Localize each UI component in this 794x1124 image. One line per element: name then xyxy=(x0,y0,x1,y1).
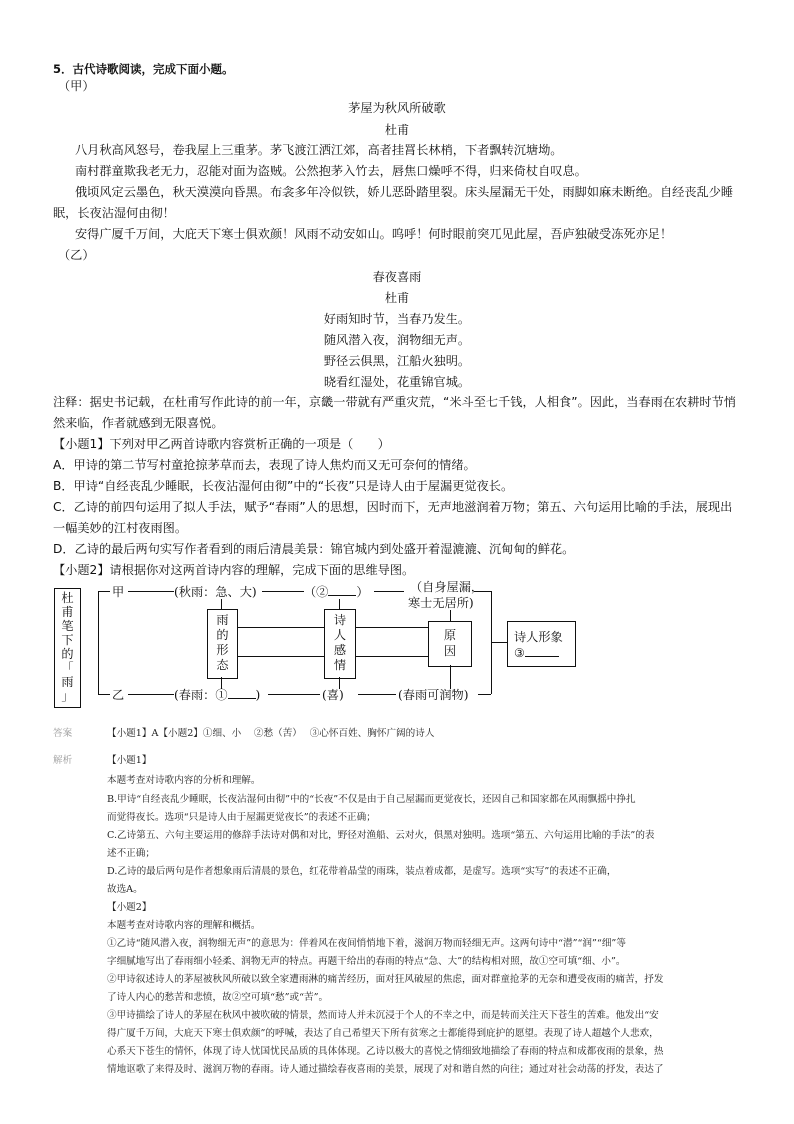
answer-label: 答案 xyxy=(53,728,73,739)
poem-a-line: 安得广厦千万间，大庇天下寒士俱欢颜！风雨不动安如山。呜呼！何时眼前突兀见此屋，吾庐独破受冻死亦足！ xyxy=(75,227,673,241)
poem-a-line: 眠，长夜沾湿何由彻！ xyxy=(53,206,175,220)
q1-stem: 【小题1】下列对甲乙两首诗歌内容赏析正确的一项是（ ） xyxy=(53,437,390,451)
poem-b-line: 随风潜入夜，润物细无声。 xyxy=(323,333,471,347)
connector xyxy=(128,694,174,695)
q1-option-a: A．甲诗的第二节写村童抢掠茅草而去，表现了诗人焦灼而又无可奈何的情绪。 xyxy=(53,458,476,472)
bracket-line xyxy=(98,591,99,694)
analysis-line: 了诗人内心的愁苦和悲愤，故②空可填“愁”或“苦”。 xyxy=(107,992,329,1003)
q2-stem: 【小题2】请根据你对这两首诗内容的理解，完成下面的思维导图。 xyxy=(53,563,415,577)
poem-b-title: 春夜喜雨 xyxy=(372,270,422,284)
poem-a-title: 茅屋为秋风所破歌 xyxy=(348,101,446,115)
part-b-label: （乙） xyxy=(58,248,95,262)
box-rain-form: 雨 的 形 态 xyxy=(207,609,238,679)
analysis-line: 本题考查对诗歌内容的理解和概括。 xyxy=(107,920,261,931)
analysis-line: 得广厦千万间，大庇天下寒士俱欢颜”的呼喊，表达了自己希望天下所有贫寒之士都能得到庇护的愿望。表现了诗人超越个人悲欢， xyxy=(107,1028,659,1039)
self-house-label: （自身屋漏， xyxy=(410,580,484,594)
connector xyxy=(237,627,324,628)
connector xyxy=(491,642,507,643)
poem-b-line: 野径云俱黑，江船火独明。 xyxy=(323,354,471,368)
analysis-line: 心系天下苍生的情怀，体现了诗人忧国忧民品质的具体体现。乙诗以极大的喜悦之情细致地描绘了春雨的特点和成都夜雨的景象，热 xyxy=(107,1046,664,1057)
connector xyxy=(355,656,428,657)
cold-scholars-label: 寒士无居所) xyxy=(408,596,474,610)
connector xyxy=(358,694,396,695)
poem-b-line: 好雨知时节，当春乃发生。 xyxy=(323,312,471,326)
connector xyxy=(262,591,304,592)
note-line: 注释：据史书记载，在杜甫写作此诗的前一年，京畿一带就有严重灾荒，“米斗至七千钱，人相食”。因此，当春雨在农耕时节悄 xyxy=(53,395,736,409)
box-poet-feeling: 诗 人 感 情 xyxy=(324,609,356,679)
bracket-bottom xyxy=(98,694,110,695)
poem-b-author: 杜甫 xyxy=(384,291,410,305)
analysis-line: 而觉得夜长。选项“只是诗人由于屋漏更觉夜长”的表述不正确； xyxy=(107,812,376,823)
analysis-line: ①乙诗“随风潜入夜，润物细无声”的意思为：伴着风在夜间悄悄地下着，滋润万物而轻细无声。这两句诗中“潜”“润”“细”等 xyxy=(107,938,626,949)
jia-label: 甲 xyxy=(112,585,125,599)
q1-option-c: C．乙诗的前四句运用了拟人手法，赋予“春雨”人的思想，因时而下，无声地滋润着万物；第五、六句运用比喻的手法，展现出 xyxy=(53,500,733,514)
analysis-line: 述不正确； xyxy=(107,848,155,859)
connector xyxy=(128,591,174,592)
analysis-line: ②甲诗叙述诗人的茅屋被秋风所破以致全家遭雨淋的痛苦经历，面对狂风破屋的焦虑，面对群童抢茅的无奈和遭受夜雨的痛苦，抒发 xyxy=(107,974,664,985)
q1-option-c-cont: 一幅美妙的江村夜雨图。 xyxy=(53,521,188,535)
answer-text: 【小题1】A【小题2】①细、小 ②愁（苦） ③心怀百姓、胸怀广阔的诗人 xyxy=(107,728,435,739)
left-label-box xyxy=(54,588,81,708)
part-a-label: （甲） xyxy=(58,79,95,93)
connector xyxy=(237,656,324,657)
analysis-line: 本题考查对诗歌内容的分析和理解。 xyxy=(107,775,261,786)
poem-a-line: 八月秋高风怒号，卷我屋上三重茅。茅飞渡江洒江郊，高者挂罥长林梢，下者飘转沉塘坳。 xyxy=(75,143,563,157)
yi-label: 乙 xyxy=(112,688,125,702)
spring-nourish-label: (春雨可润物) xyxy=(398,688,469,702)
blank-2: （② ） xyxy=(304,585,369,599)
connector xyxy=(474,591,491,592)
analysis-line: 【小题1】 xyxy=(107,755,152,766)
connector xyxy=(374,591,404,592)
analysis-line: 情地讴歌了来得及时、滋润万物的春雨。诗人通过描绘春夜喜雨的美景，展现了对和谐自然的向往；通过对社会动荡的抒发，表达了 xyxy=(107,1064,664,1075)
joy-label: (喜) xyxy=(322,688,344,702)
q1-option-d: D．乙诗的最后两句实写作者看到的雨后清晨美景：锦官城内到处盛开着湿漉漉、沉甸甸的鲜花。 xyxy=(53,542,575,556)
poem-b-line: 晓看红湿处，花重锦官城。 xyxy=(323,375,471,389)
analysis-line: 字细腻地写出了春雨细小轻柔、润物无声的特点。再题干给出的春雨的特点“急、大”的结构相对照，故①空可填“细、小”。 xyxy=(107,956,626,967)
analysis-line: B.甲诗“自经丧乱少睡眠，长夜沾湿何由彻”中的“长夜”不仅是由于自己屋漏而更觉夜长，还因自己和国家都在风雨飘摇中挣扎 xyxy=(107,794,636,805)
poem-a-line: 南村群童欺我老无力，忍能对面为盗贼。公然抱茅入竹去，唇焦口燥呼不得，归来倚杖自叹息。 xyxy=(75,164,587,178)
analysis-line: 故选A。 xyxy=(107,884,143,895)
connector xyxy=(268,694,320,695)
autumn-rain-label: (秋雨：急、大) xyxy=(174,585,257,599)
analysis-line: 【小题2】 xyxy=(107,902,152,913)
box-poet-image: 诗人形象 ③ xyxy=(507,621,576,667)
analysis-line: ③甲诗描绘了诗人的茅屋在秋风中被吹破的情景，然而诗人并未沉浸于个人的不幸之中，而是转而关注天下苍生的苦难。他发出“安 xyxy=(107,1010,659,1021)
q1-option-b: B．甲诗“自经丧乱少睡眠，长夜沾湿何由彻”中的“长夜”只是诗人由于屋漏更觉夜长。 xyxy=(53,479,514,493)
connector xyxy=(355,627,428,628)
box-reason: 原 因 xyxy=(428,621,472,667)
analysis-label: 解析 xyxy=(53,755,73,766)
question-header: 5．古代诗歌阅读，完成下面小题。 xyxy=(53,62,234,76)
analysis-line: D.乙诗的最后两句是作者想象雨后清晨的景色，红花带着晶莹的雨珠，装点着成都，是虚写。选项“实写”的表述不正确， xyxy=(107,866,617,877)
left-label: 杜 甫 笔 下 的 「 雨 」 xyxy=(61,591,74,703)
bracket-top xyxy=(98,591,110,592)
spring-rain-blank-1: (春雨：① ) xyxy=(174,688,261,702)
analysis-line: C.乙诗第五、六句主要运用的修辞手法诗对偶和对比，野径对渔船、云对火，俱黑对独明。选项“第五、六句运用比喻的手法”的表 xyxy=(107,830,655,841)
note-line: 然来临，作者就感到无限喜悦。 xyxy=(53,416,224,430)
poem-a-line: 俄顷风定云墨色，秋天漠漠向昏黑。布衾多年冷似铁，娇儿恶卧踏里裂。床头屋漏无干处，雨脚如麻未断绝。自经丧乱少睡 xyxy=(75,185,734,199)
connector xyxy=(478,694,491,695)
poem-a-author: 杜甫 xyxy=(384,123,410,137)
